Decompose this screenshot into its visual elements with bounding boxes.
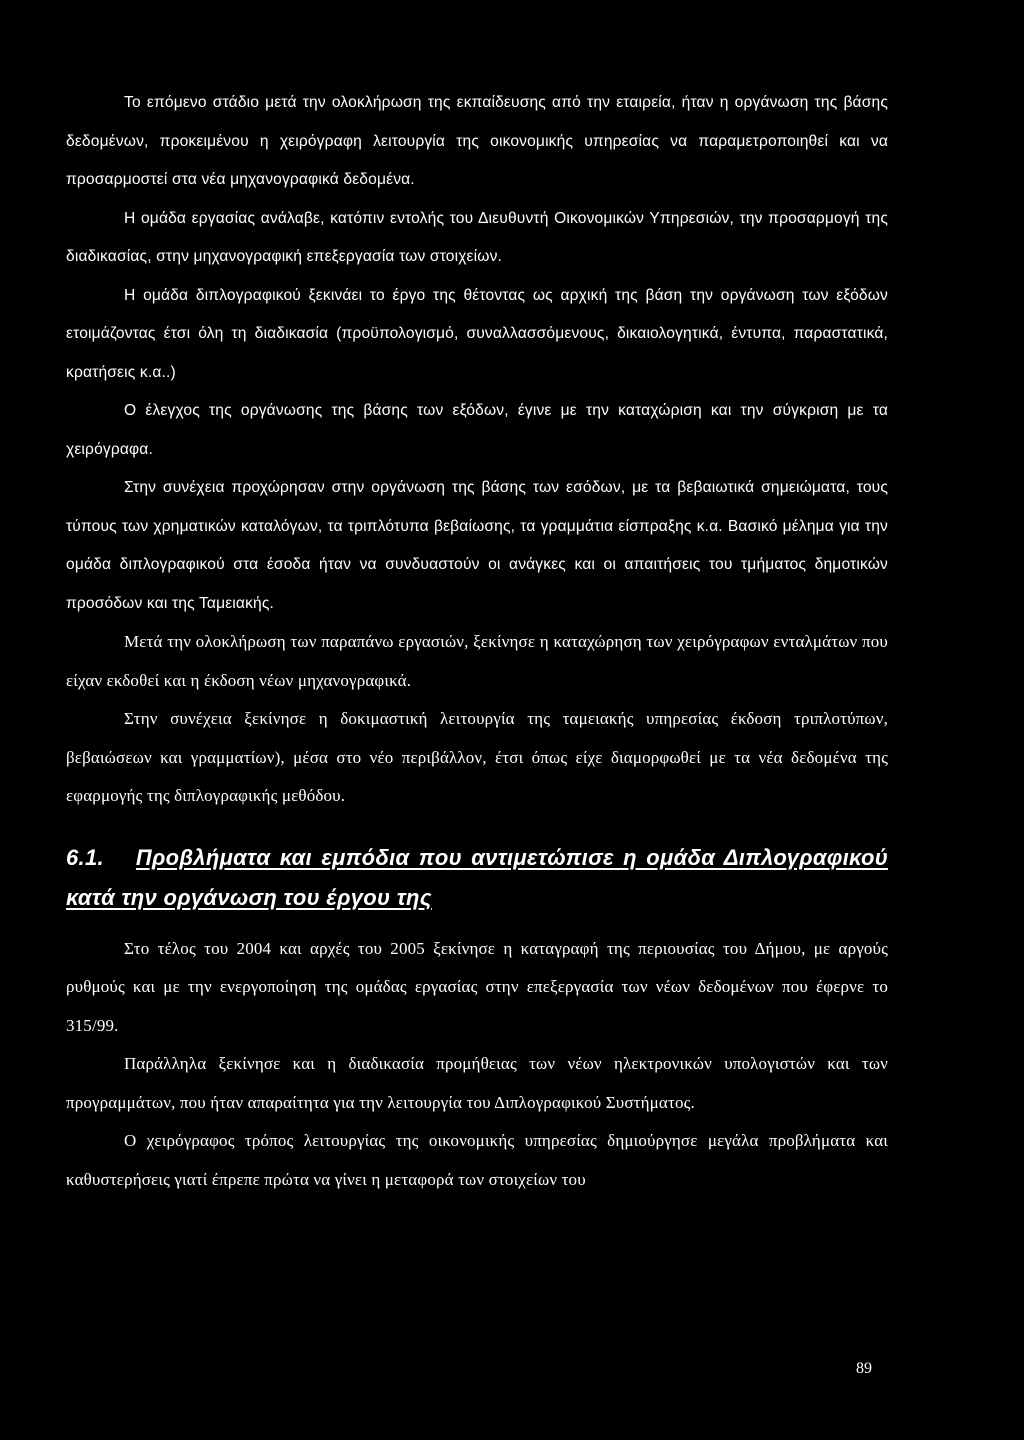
section-number: 6.1.: [66, 844, 104, 870]
paragraph-5: Στην συνέχεια προχώρησαν στην οργάνωση της βάσης των εσόδων, με τα βεβαιωτικά σημειώματα, τους τύπους των χρηματικών καταλόγων, τα τριπλότυπα βεβαίωσης, τα γραμμάτια είσπραξης κ.α. Βασικό μέλημα για την ομάδα διπλογραφικού στα έσοδα ήταν να συνδυαστούν οι ανάγκες και οι απαιτήσεις του τμήματος δημοτικών προσόδων και της Ταμειακής.: [66, 479, 888, 612]
paragraph-3: Η ομάδα διπλογραφικού ξεκινάει το έργο της θέτοντας ως αρχική της βάση την οργάνωση των εξόδων ετοιμάζοντας έτσι όλη τη διαδικασία (προϋπολογισμό, συναλλασσόμενους, δικαιολογητικά, έντυπα, παραστατικά, κρατήσεις κ.α..): [66, 286, 888, 381]
paragraph-7: Στην συνέχεια ξεκίνησε η δοκιμαστική λειτουργία της ταμειακής υπηρεσίας έκδοση τριπλοτύπων, βεβαιώσεων και γραμματίων), μέσα στο νέο περιβάλλον, έτσι όπως είχε διαμορφωθεί με τα νέα δεδομένα της εφαρμογής της διπλογραφικής μεθόδου.: [66, 709, 888, 805]
section-heading: [66, 838, 888, 918]
paragraph-4: Ο έλεγχος της οργάνωσης της βάσης των εξόδων, έγινε με την καταχώριση και την σύγκριση με τα χειρόγραφα.: [66, 402, 888, 458]
document-page: [66, 84, 888, 1199]
section-paragraph-1: Στο τέλος του 2004 και αρχές του 2005 ξεκίνησε η καταγραφή της περιουσίας του Δήμου, με αργούς ρυθμούς και με την ενεργοποίηση της ομάδας εργασίας στην επεξεργασία των νέων δεδομένων που έφερνε το 315/99.: [66, 938, 888, 1035]
paragraph-1: Το επόμενο στάδιο μετά την ολοκλήρωση της εκπαίδευσης από την εταιρεία, ήταν η οργάνωση της βάσης δεδομένων, προκειμένου η χειρόγραφη λειτουργία της οικονομικής υπηρεσίας να παραμετροποιηθεί και να προσαρμοστεί στα νέα μηχανογραφικά δεδομένα.: [66, 94, 888, 188]
section-title: Προβλήματα και εμπόδια που αντιμετώπισε η ομάδα Διπλογραφικού κατά την οργάνωση του έργου της: [66, 844, 888, 910]
paragraph-2: Η ομάδα εργασίας ανάλαβε, κατόπιν εντολής του Διευθυντή Οικονομικών Υπηρεσιών, την προσαρμογή της διαδικασίας, στην μηχανογραφική επεξεργασία των στοιχείων.: [66, 209, 888, 265]
section-paragraph-2: Παράλληλα ξεκίνησε και η διαδικασία προμήθειας των νέων ηλεκτρονικών υπολογιστών και των προγραμμάτων, που ήταν απαραίτητα για την λειτουργία του Διπλογραφικού Συστήματος.: [66, 1054, 888, 1112]
page-number: 89: [856, 1360, 872, 1377]
paragraph-6: Μετά την ολοκλήρωση των παραπάνω εργασιών, ξεκίνησε η καταχώρηση των χειρόγραφων ενταλμάτων που είχαν εκδοθεί και η έκδοση νέων μηχανογραφικά.: [66, 632, 888, 690]
section-paragraph-3: Ο χειρόγραφος τρόπος λειτουργίας της οικονομικής υπηρεσίας δημιούργησε μεγάλα προβλήματα και καθυστερήσεις γιατί έπρεπε πρώτα να γίνει η μεταφορά των στοιχείων του: [66, 1131, 888, 1189]
